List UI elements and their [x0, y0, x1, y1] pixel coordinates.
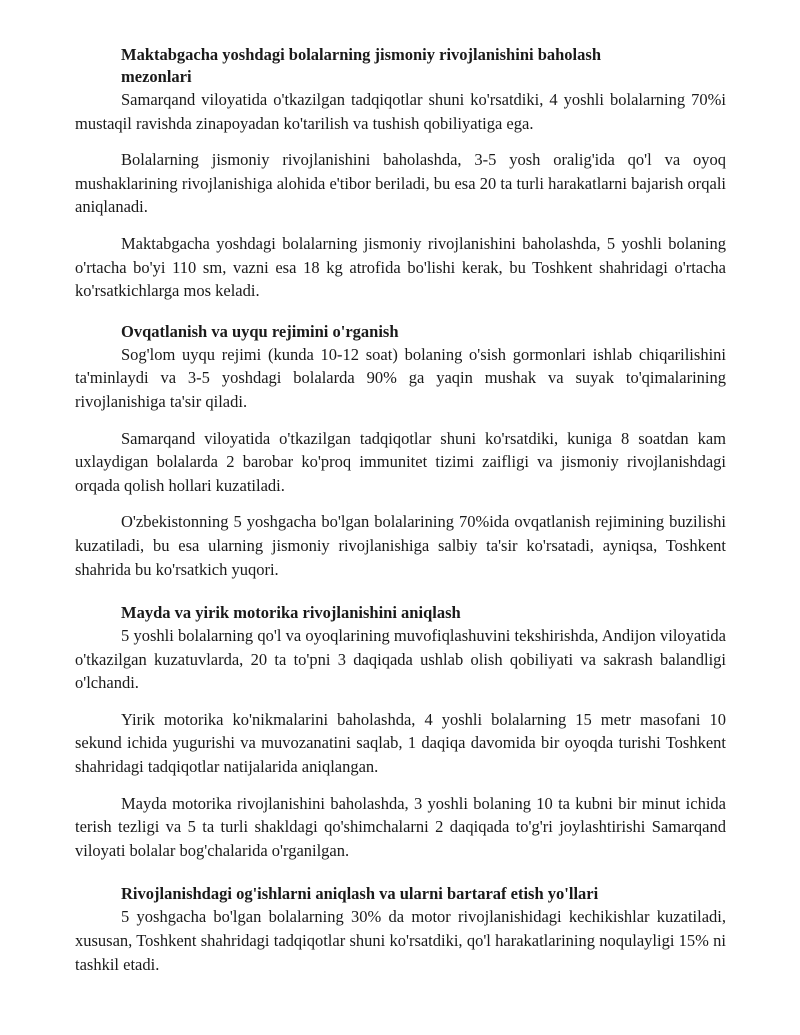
section-heading: Maktabgacha yoshdagi bolalarning jismoniy rivojlanishini baholash mezonlari: [121, 45, 601, 86]
paragraph: Samarqand viloyatida o'tkazilgan tadqiqotlar shuni ko'rsatdiki, 4 yoshli bolalarning 70%i mustaqil ravishda zinapoyadan ko'tarilish va tushish qobiliyatiga ega.: [75, 90, 726, 133]
paragraph: 5 yoshli bolalarning qo'l va oyoqlarining muvofiqlashuvini tekshirishda, Andijon viloyatida o'tkazilgan kuzatuvlarda, 20 ta to'pni 3 daqiqada ushlab olish qobiliyati va sakrash balandligi o'lchandi.: [75, 626, 726, 693]
section-physical-development-criteria: [75, 44, 726, 303]
section-heading: Rivojlanishdagi og'ishlarni aniqlash va ularni bartaraf etish yo'llari: [121, 884, 599, 904]
section-heading: Ovqatlanish va uyqu rejimini o'rganish: [121, 321, 399, 341]
section-heading: Mayda va yirik motorika rivojlanishini aniqlash: [121, 603, 461, 623]
section-nutrition-sleep: [75, 321, 726, 581]
paragraph: Yirik motorika ko'nikmalarini baholashda, 4 yoshli bolalarning 15 metr masofani 10 sekund ichida yugurishi va muvozanatini saqlab, 1 daqiqa davomida bir oyoqda turishi Toshkent shahridagi tadqiqotlar natijalarida aniqlangan.: [75, 709, 726, 777]
paragraph: Samarqand viloyatida o'tkazilgan tadqiqotlar shuni ko'rsatdiki, kuniga 8 soatdan kam uxlaydigan bolalarda 2 barobar ko'proq immunitet tizimi zaifligi va jismoniy rivojlanishdagi orqada qolish hollari kuzatiladi.: [75, 428, 726, 495]
paragraph: O'zbekistonning 5 yoshgacha bo'lgan bolalarining 70%ida ovqatlanish rejimining buzilishi kuzatiladi, bu esa ularning jismoniy rivojlanishiga salbiy ta'sir ko'rsatadi, ayniqsa, Toshkent shahrida bu ko'rsatkich yuqori.: [75, 512, 726, 579]
section-motor-skills: [75, 602, 726, 862]
paragraph: Maktabgacha yoshdagi bolalarning jismoniy rivojlanishini baholashda, 5 yoshli bolaning o'rtacha bo'yi 110 sm, vazni esa 18 kg atrofida bo'lishi kerak, bu Toshkent shahridagi o'rtacha ko'rsatkichlarga mos keladi.: [75, 233, 726, 301]
section-development-deviations: [75, 883, 726, 976]
paragraph: 5 yoshgacha bo'lgan bolalarning 30% da motor rivojlanishidagi kechikishlar kuzatiladi, xususan, Toshkent shahridagi tadqiqotlar shuni ko'rsatdiki, qo'l harakatlarining noqulayligi 15% ni tashkil etadi.: [75, 907, 726, 974]
paragraph: Bolalarning jismoniy rivojlanishini baholashda, 3-5 yosh oralig'ida qo'l va oyoq mushaklarining rivojlanishiga alohida e'tibor beriladi, bu esa 20 ta turli harakatlarni bajarish orqali aniqlanadi.: [75, 150, 726, 217]
paragraph: Sog'lom uyqu rejimi (kunda 10-12 soat) bolaning o'sish gormonlari ishlab chiqarilishini ta'minlaydi va 3-5 yoshdagi bolalarda 90% ga yaqin mushak va suyak to'qimalarining rivojlanishiga ta'sir qiladi.: [75, 344, 726, 411]
paragraph: Mayda motorika rivojlanishini baholashda, 3 yoshli bolaning 10 ta kubni bir minut ichida terish tezligi va 5 ta turli shakldagi qo'shimchalarni 2 daqiqada to'g'ri joylashtirishi Samarqand viloyati bolalar bog'chalarida o'rganilgan.: [75, 793, 726, 860]
